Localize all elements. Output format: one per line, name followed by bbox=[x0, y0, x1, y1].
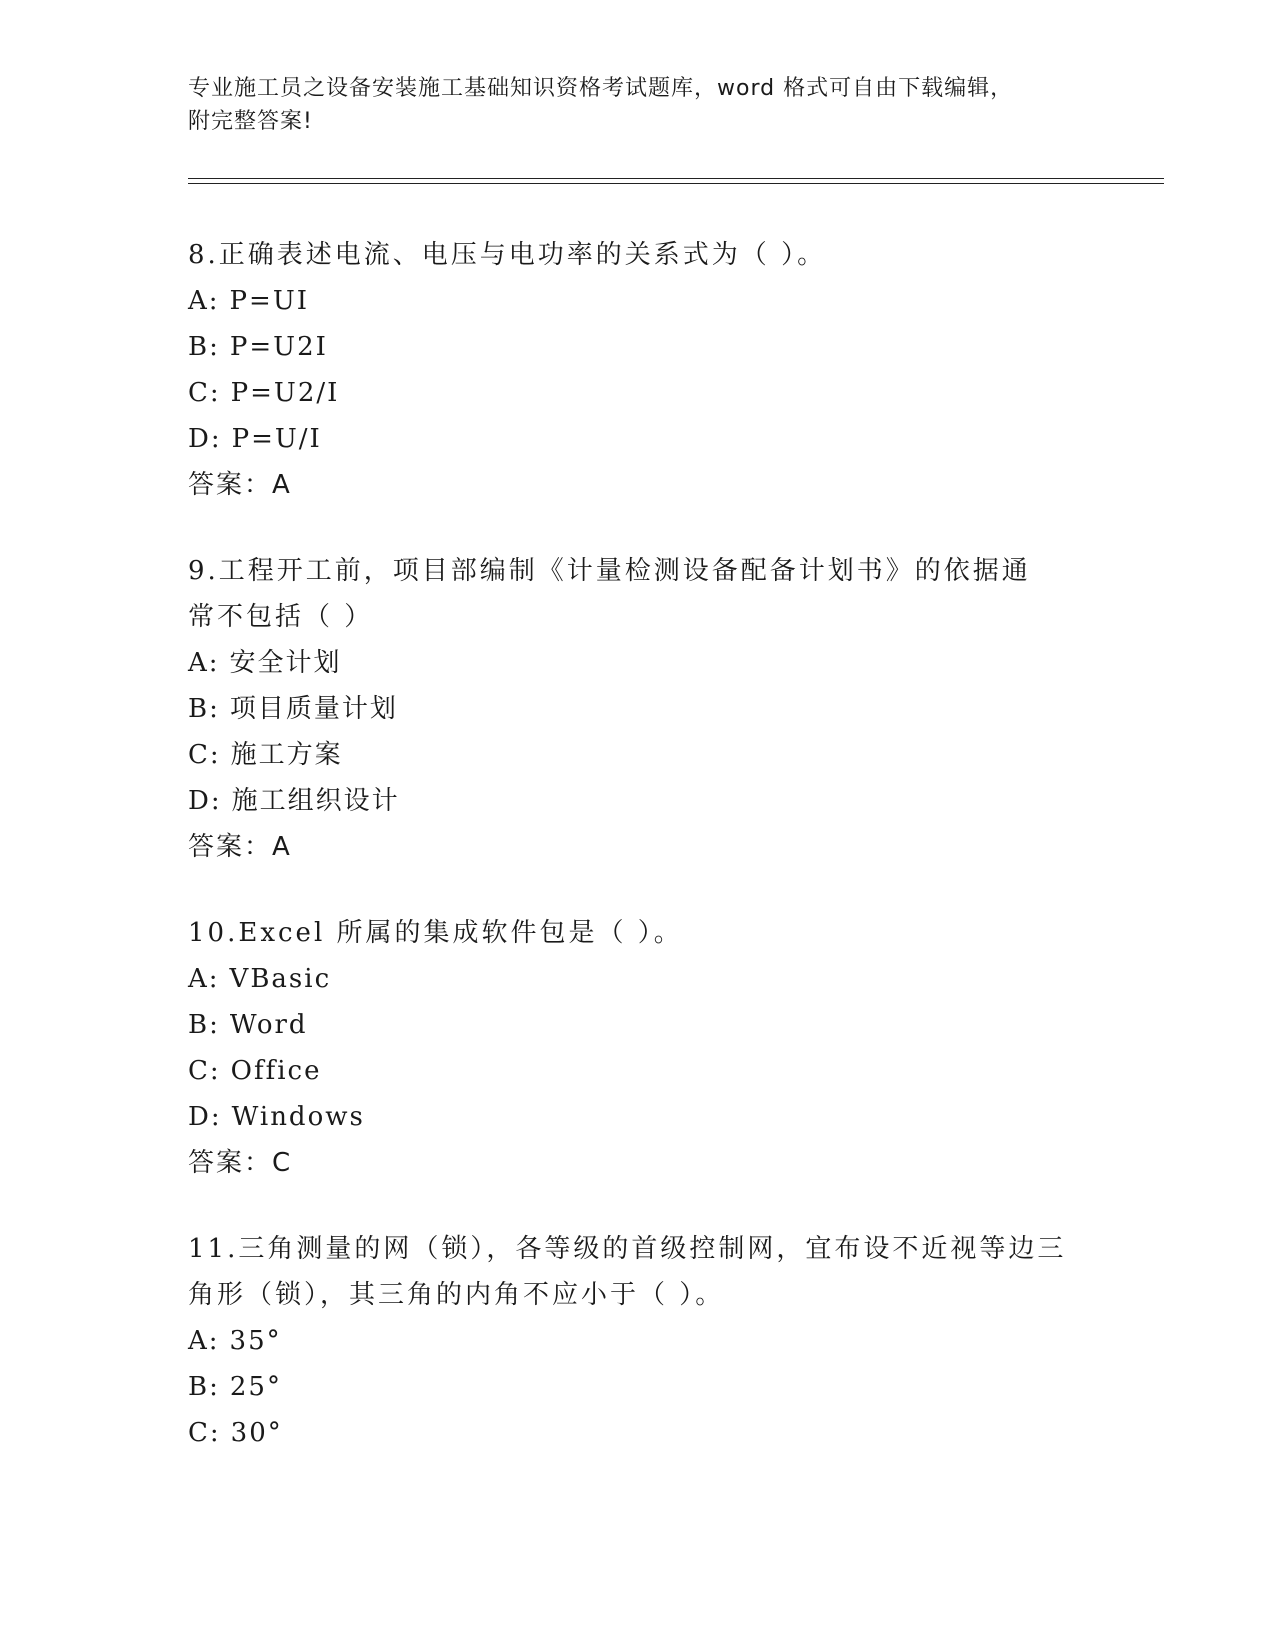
question-text: 8.正确表述电流、电压与电功率的关系式为（ ）。 bbox=[188, 240, 827, 270]
question-8 bbox=[188, 232, 1088, 508]
option-d bbox=[188, 1094, 1088, 1140]
option-letter: D: bbox=[188, 786, 222, 816]
question-text: 11.三角测量的网（锁），各等级的首级控制网，宜布设不近视等边三角形（锁），其三角的内角不应小于（ ）。 bbox=[188, 1234, 1067, 1310]
option-b bbox=[188, 686, 1088, 732]
option-letter: C: bbox=[188, 378, 221, 408]
option-a bbox=[188, 640, 1088, 686]
option-letter: B: bbox=[188, 694, 220, 724]
option-letter: A: bbox=[188, 286, 220, 316]
document-header bbox=[188, 72, 1068, 138]
option-a bbox=[188, 956, 1088, 1002]
option-b bbox=[188, 1364, 1088, 1410]
option-text: P=U2/I bbox=[230, 378, 340, 408]
option-d bbox=[188, 416, 1088, 462]
question-text: 10.Excel 所属的集成软件包是（ ）。 bbox=[188, 918, 683, 948]
header-divider-bottom bbox=[188, 183, 1164, 184]
option-text: P=U/I bbox=[231, 424, 322, 454]
option-letter: B: bbox=[188, 1372, 220, 1402]
option-text: Office bbox=[230, 1056, 322, 1086]
header-line-1: 专业施工员之设备安装施工基础知识资格考试题库，word 格式可自由下载编辑， bbox=[188, 76, 1014, 101]
option-letter: A: bbox=[188, 648, 220, 678]
option-letter: C: bbox=[188, 1056, 221, 1086]
answer-line: 答案：A bbox=[188, 832, 292, 862]
option-c bbox=[188, 1410, 1088, 1456]
option-text: 项目质量计划 bbox=[229, 694, 398, 724]
option-a bbox=[188, 1318, 1088, 1364]
option-text: 施工方案 bbox=[230, 740, 343, 770]
question-text: 9.工程开工前，项目部编制《计量检测设备配备计划书》的依据通常不包括（ ） bbox=[188, 556, 1031, 632]
option-letter: D: bbox=[188, 1102, 222, 1132]
option-text: 施工组织设计 bbox=[231, 786, 400, 816]
option-a bbox=[188, 278, 1088, 324]
header-line-2: 附完整答案! bbox=[188, 109, 313, 134]
option-c bbox=[188, 370, 1088, 416]
option-letter: A: bbox=[188, 1326, 220, 1356]
option-letter: D: bbox=[188, 424, 222, 454]
option-text: 25° bbox=[229, 1372, 282, 1402]
option-text: 安全计划 bbox=[229, 648, 342, 678]
option-text: P=UI bbox=[229, 286, 310, 316]
option-b bbox=[188, 324, 1088, 370]
option-text: P=U2I bbox=[229, 332, 328, 362]
option-letter: C: bbox=[188, 740, 221, 770]
option-c bbox=[188, 732, 1088, 778]
question-10 bbox=[188, 910, 1088, 1186]
option-text: Windows bbox=[231, 1102, 365, 1132]
header-divider-top bbox=[188, 178, 1164, 179]
option-c bbox=[188, 1048, 1088, 1094]
option-d bbox=[188, 778, 1088, 824]
option-letter: B: bbox=[188, 332, 220, 362]
option-text: Word bbox=[229, 1010, 308, 1040]
question-11 bbox=[188, 1226, 1088, 1456]
option-letter: C: bbox=[188, 1418, 221, 1448]
option-text: 35° bbox=[229, 1326, 282, 1356]
option-text: 30° bbox=[230, 1418, 283, 1448]
option-letter: B: bbox=[188, 1010, 220, 1040]
answer-line: 答案：A bbox=[188, 470, 292, 500]
option-text: VBasic bbox=[229, 964, 332, 994]
question-list bbox=[188, 232, 1088, 1496]
option-letter: A: bbox=[188, 964, 220, 994]
option-b bbox=[188, 1002, 1088, 1048]
answer-line: 答案：C bbox=[188, 1148, 293, 1178]
question-9 bbox=[188, 548, 1088, 870]
